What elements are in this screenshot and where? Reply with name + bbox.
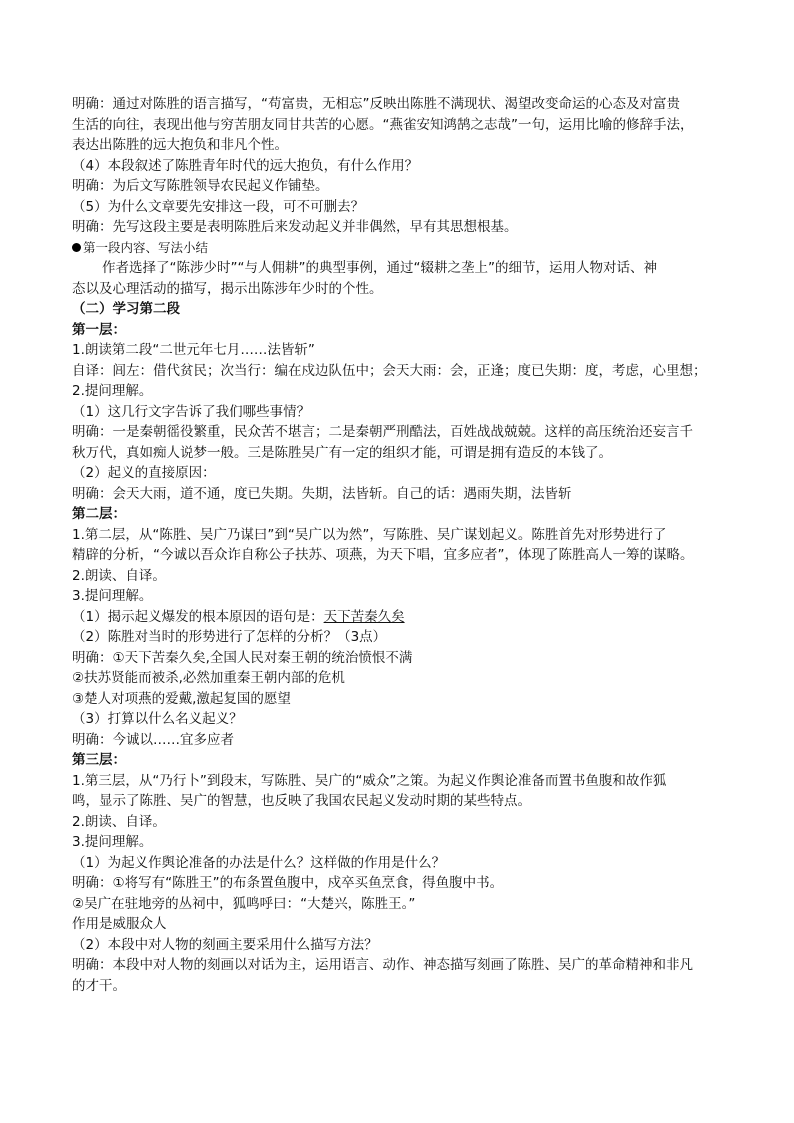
text-line: 鸣，显示了陈胜、吴广的智慧，也反映了我国农民起义发动时期的某些特点。 [72,793,531,809]
question-line: （2）起义的直接原因： [72,465,216,481]
question-line: （1）揭示起义爆发的根本原因的语句是：天下苦秦久矣 [72,608,405,625]
section-heading: （二）学习第二段 [72,301,180,317]
text-line: 1.第二层，从“陈胜、吴广乃谋曰”到“吴广以为然”，写陈胜、吴广谋划起义。陈胜首先对形势进行了 [72,526,667,543]
question-line: （1）这几行文字告诉了我们哪些事情？ [72,403,311,420]
answer-line: 明确：为后文写陈胜领导农民起义作铺垫。 [72,178,329,194]
text-line: 3.提问理解。 [72,834,153,850]
text-line: 1.朗读第二段“二世元年七月……法皆斩” [72,342,315,358]
answer-line: ③楚人对项燕的爱戴,激起复国的愿望 [72,690,291,707]
answer-line: 明确：会天大雨，道不通，度已失期。失期，法皆斩。自己的话：遇雨失期，法皆斩 [72,485,572,502]
text-line: 精辟的分析，“今诚以吾众诈自称公子扶苏、项燕，为天下唱，宜多应者”，体现了陈胜高人一筹的谋略。 [72,547,694,563]
summary-text: 态以及心理活动的描写，揭示出陈涉年少时的个性。 [72,280,383,297]
text-line: 1.第三层，从“乃行卜”到段末，写陈胜、吴广的“威众”之策。为起义作舆论准备而置书鱼腹和故作狐 [72,772,667,789]
answer-line: 明确：本段中对人物的刻画以对话为主，运用语言、动作、神态描写刻画了陈胜、吴广的革命精神和非凡 [72,957,693,973]
question-line: （3）打算以什么名义起义？ [72,711,243,727]
text-line: 表达出陈胜的远大抱负和非凡个性。 [72,137,288,153]
answer-line: 明确：今诚以……宜多应者 [72,731,234,748]
text-line: 明确：通过对陈胜的语言描写，“苟富贵，无相忘”反映出陈胜不满现状、渴望改变命运的心态及对富贵 [72,96,680,112]
answer-line: 明确：一是秦朝徭役繁重，民众苦不堪言；二是秦朝严刑酷法，百姓战战兢兢。这样的高压统治还妄言千 [72,424,693,440]
underlined-answer: 天下苦秦久矣 [323,608,405,625]
answer-line: 明确：①将写有“陈胜王”的布条置鱼腹中，戍卒买鱼烹食，得鱼腹中书。 [72,875,504,891]
layer-heading: 第二层： [72,506,126,522]
text-line: 3.提问理解。 [72,588,153,604]
question-line: （2）陈胜对当时的形势进行了怎样的分析？（3点） [72,629,387,645]
text-line: 2.朗读、自译。 [72,813,166,830]
summary-heading: 第一段内容、写法小结 [72,238,732,259]
bullet-dot-icon [72,243,81,252]
answer-line: ②吴广在驻地旁的丛祠中，狐鸣呼曰：“大楚兴，陈胜王。” [72,895,416,912]
answer-line: 作用是威服众人 [72,916,167,932]
layer-heading: 第一层： [72,321,126,338]
text-line: 生活的向往，表现出他与穷苦朋友同甘共苦的心愿。“燕雀安知鸿鹄之志哉”一句，运用比喻的修辞手法， [72,116,694,133]
text-line: 自译：闾左：借代贫民；次当行：编在戍边队伍中；会天大雨：会，正逢；度已失期：度，考虑，心里想； [72,362,707,379]
answer-line: 明确：①天下苦秦久矣,全国人民对秦王朝的统治愤恨不满 [72,649,413,666]
question-line: （5）为什么文章要先安排这一段，可不可删去？ [72,198,365,215]
text-line: 2.提问理解。 [72,383,153,399]
question-line: （4）本段叙述了陈胜青年时代的远大抱负，有什么作用？ [72,157,419,174]
answer-line: 明确：先写这段主要是表明陈胜后来发动起义并非偶然，早有其思想根基。 [72,219,518,235]
answer-line: 秋万代，真如痴人说梦一般。三是陈胜吴广有一定的组织才能，可谓是拥有造反的本钱了。 [72,444,612,461]
question-line: （2）本段中对人物的刻画主要采用什么描写方法？ [72,936,378,953]
text-line: 2.朗读、自译。 [72,567,166,584]
answer-line: ②扶苏贤能而被杀,必然加重秦王朝内部的危机 [72,670,345,686]
question-line: （1）为起义作舆论准备的办法是什么？这样做的作用是什么？ [72,854,446,871]
layer-heading: 第三层： [72,752,126,768]
summary-text: 作者选择了“陈涉少时”“与人佣耕”的典型事例，通过“辍耕之垄上”的细节，运用人物对话、神 [102,260,657,276]
document-body [72,94,732,996]
answer-line: 的才干。 [72,977,126,994]
